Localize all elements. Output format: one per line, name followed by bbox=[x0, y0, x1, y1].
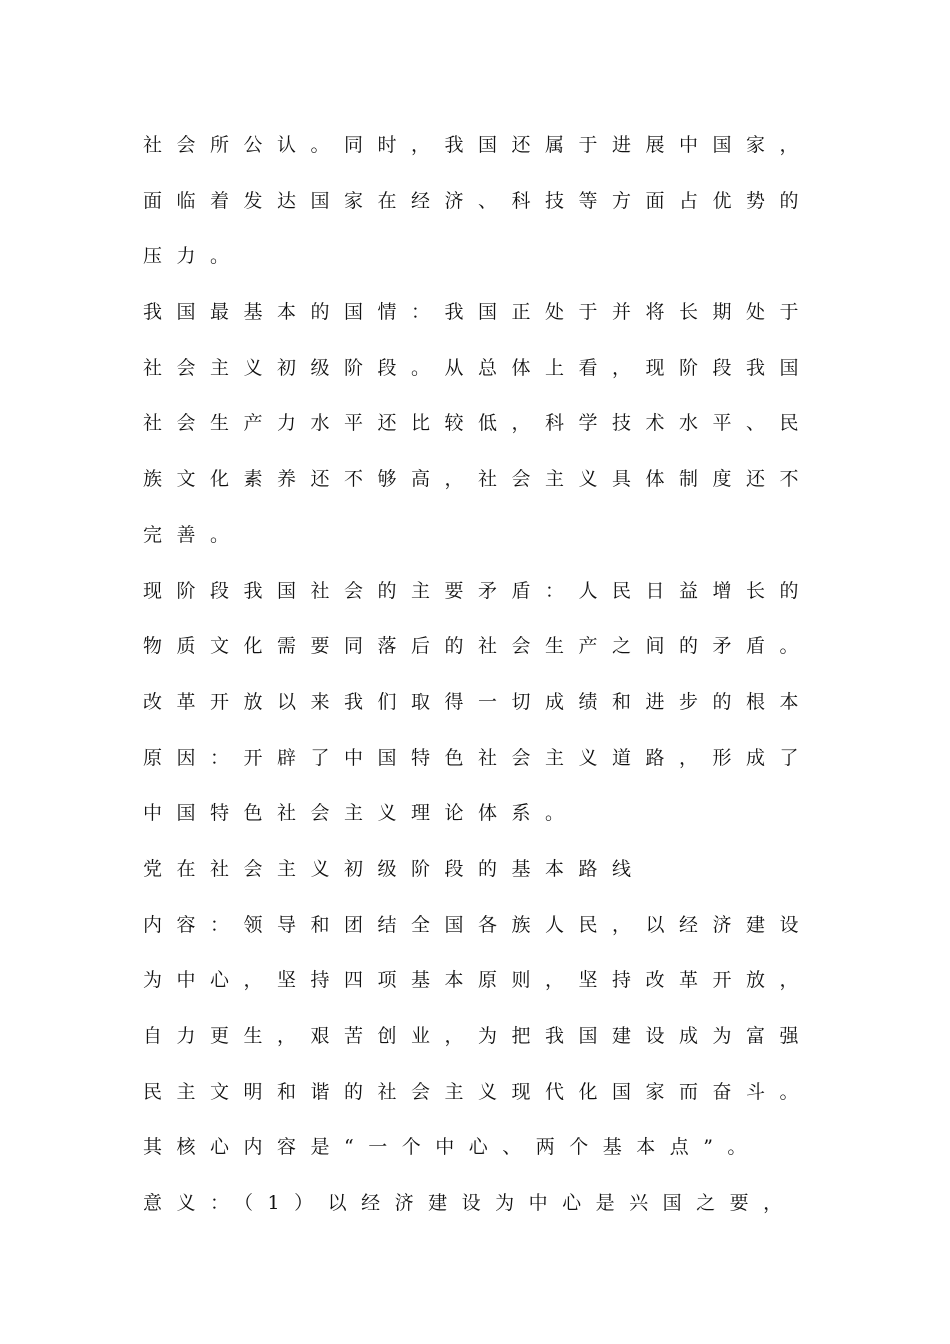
text-line: 现阶段我国社会的主要矛盾：人民日益增长的 bbox=[143, 579, 813, 602]
text-line: 中国特色社会主义理论体系。 bbox=[143, 802, 579, 825]
text-line: 内容：领导和团结全国各族人民，以经济建设 bbox=[143, 913, 813, 936]
text-line: 面临着发达国家在经济、科技等方面占优势的 bbox=[143, 189, 813, 212]
text-line: 原因：开辟了中国特色社会主义道路，形成了 bbox=[143, 746, 813, 769]
text-line: 族文化素养还不够高，社会主义具体制度还不 bbox=[143, 468, 813, 491]
text-line: 改革开放以来我们取得一切成绩和进步的根本 bbox=[143, 690, 813, 713]
text-line: 压力。 bbox=[143, 245, 244, 268]
text-line: 完善。 bbox=[143, 523, 244, 546]
text-line: 为中心，坚持四项基本原则，坚持改革开放， bbox=[143, 969, 813, 992]
text-line: 其核心内容是“一个中心、两个基本点”。 bbox=[143, 1136, 761, 1159]
text-line: 社会主义初级阶段。从总体上看，现阶段我国 bbox=[143, 356, 813, 379]
text-line: 民主文明和谐的社会主义现代化国家而奋斗。 bbox=[143, 1080, 813, 1103]
text-line: 意义：（1）以经济建设为中心是兴国之要， bbox=[143, 1192, 797, 1215]
text-line: 物质文化需要同落后的社会生产之间的矛盾。 bbox=[143, 635, 813, 658]
text-line: 社会所公认。同时，我国还属于进展中国家， bbox=[143, 134, 813, 156]
text-line: 自力更生，艰苦创业，为把我国建设成为富强 bbox=[143, 1025, 813, 1047]
text-line: 社会生产力水平还比较低，科学技术水平、民 bbox=[143, 412, 813, 435]
document-body bbox=[143, 118, 813, 1232]
section-heading: 党在社会主义初级阶段的基本路线 bbox=[143, 857, 646, 880]
text-line: 我国最基本的国情：我国正处于并将长期处于 bbox=[143, 301, 813, 324]
